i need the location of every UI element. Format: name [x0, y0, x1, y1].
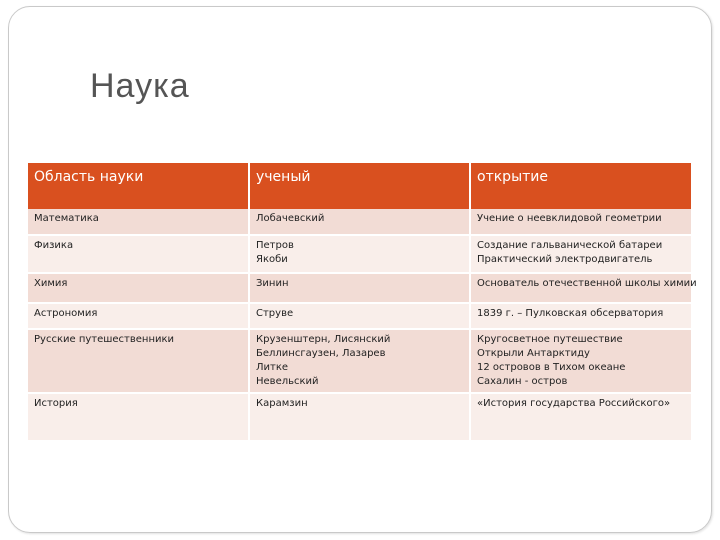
header-discovery: открытие	[470, 163, 691, 209]
cell-field: Математика	[28, 209, 249, 235]
header-field: Область науки	[28, 163, 249, 209]
cell-discovery	[470, 329, 691, 393]
scientist-line: Беллинсгаузен, Лазарев	[256, 348, 386, 359]
cell-scientist	[249, 303, 470, 329]
scientist-line: Петров	[256, 240, 294, 251]
table-row	[28, 209, 691, 235]
discovery-line: Кругосветное путешествие	[477, 334, 623, 345]
discovery-line: Создание гальванической батареи	[477, 240, 663, 251]
table-row	[28, 329, 691, 393]
discovery-line: 12 островов в Тихом океане	[477, 362, 626, 373]
scientist-line: Невельский	[256, 376, 319, 387]
cell-scientist	[249, 273, 470, 303]
discovery-line: Открыли Антарктиду	[477, 348, 590, 359]
cell-discovery	[470, 235, 691, 273]
cell-field: Химия	[28, 273, 249, 303]
table-row	[28, 235, 691, 273]
cell-field: История	[28, 393, 249, 441]
table-header-row	[28, 163, 691, 209]
cell-field: Русские путешественники	[28, 329, 249, 393]
discovery-line: Учение о неевклидовой геометрии	[477, 213, 662, 224]
table-row	[28, 303, 691, 329]
header-scientist: ученый	[249, 163, 470, 209]
scientist-line: Литке	[256, 362, 289, 373]
table-row	[28, 393, 691, 441]
scientist-line: Зинин	[256, 278, 289, 289]
slide-title: Наука	[90, 67, 190, 105]
scientist-line: Якоби	[256, 254, 288, 265]
cell-scientist	[249, 209, 470, 235]
scientist-line: Крузенштерн, Лисянский	[256, 334, 391, 345]
cell-field: Физика	[28, 235, 249, 273]
cell-discovery	[470, 393, 691, 441]
cell-discovery	[470, 209, 691, 235]
cell-scientist	[249, 235, 470, 273]
scientist-line: Струве	[256, 308, 294, 319]
discovery-line: Сахалин - остров	[477, 376, 568, 387]
science-table	[28, 163, 697, 442]
scientist-line: Карамзин	[256, 398, 308, 409]
discovery-line: 1839 г. – Пулковская обсерватория	[477, 308, 664, 319]
discovery-line: Практический электродвигатель	[477, 254, 653, 265]
cell-discovery	[470, 303, 691, 329]
discovery-line: «История государства Российского»	[477, 398, 671, 409]
cell-discovery	[470, 273, 697, 303]
discovery-line: Основатель отечественной школы химии	[477, 278, 697, 289]
scientist-line: Лобачевский	[256, 213, 325, 224]
cell-field: Астрономия	[28, 303, 249, 329]
table-row	[28, 273, 691, 303]
cell-scientist	[249, 393, 470, 441]
cell-scientist	[249, 329, 470, 393]
